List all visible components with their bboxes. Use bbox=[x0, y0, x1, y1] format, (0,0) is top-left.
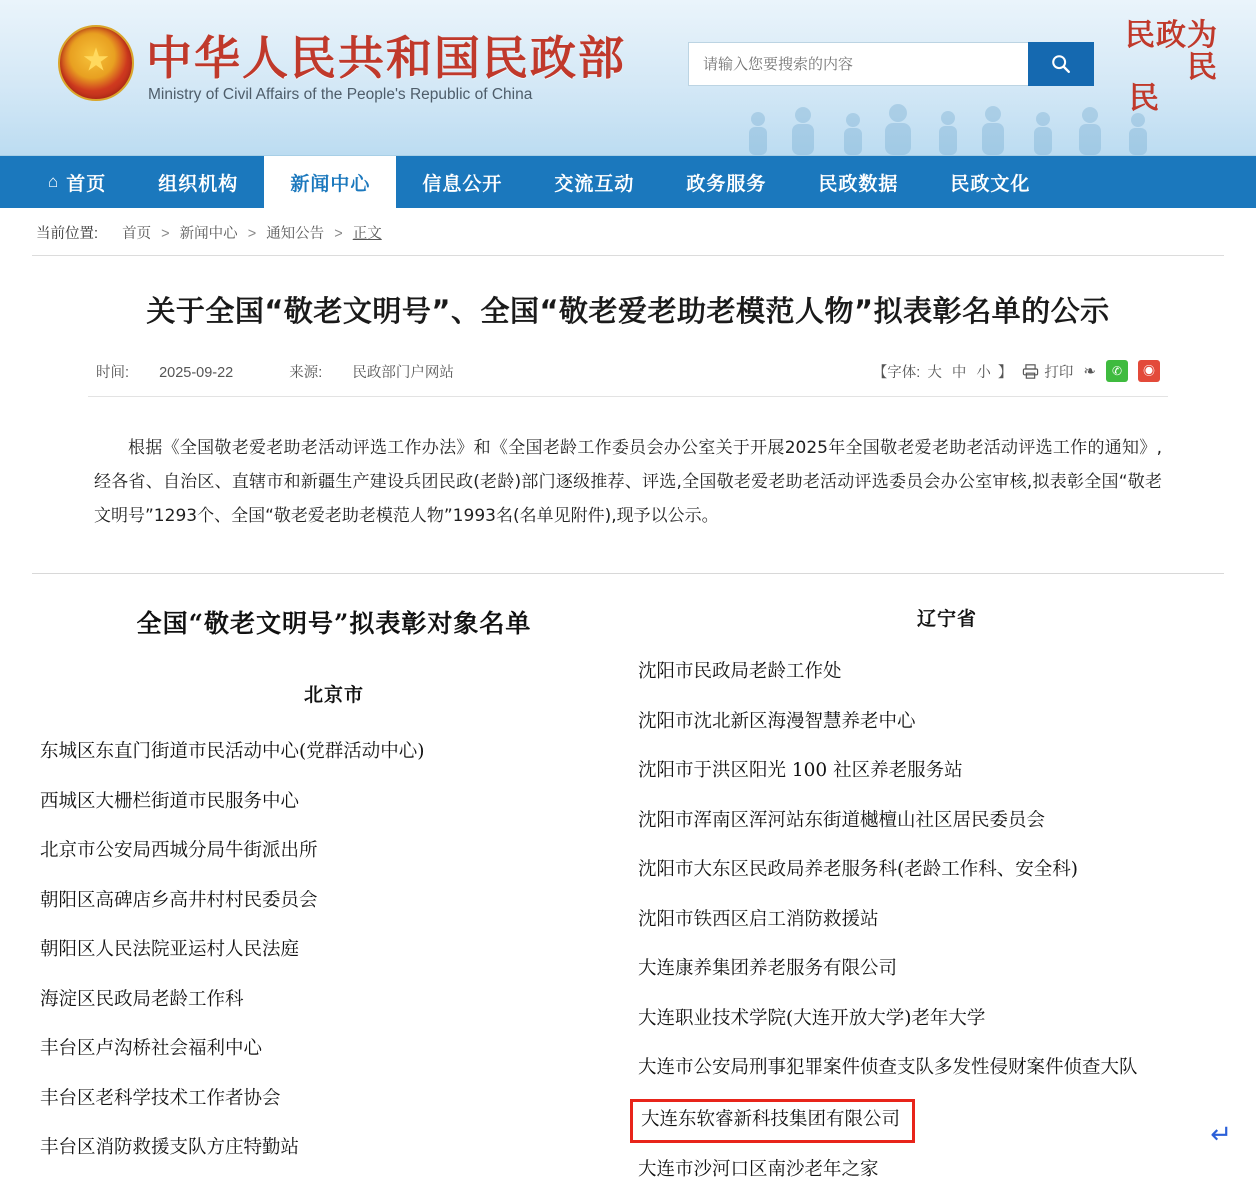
national-emblem-icon bbox=[58, 25, 134, 101]
article-paragraph: 根据《全国敬老爱老助老活动评选工作办法》和《全国老龄工作委员会办公室关于开展2025年全国敬老爱老助老活动评选工作的通知》,经各省、自治区、直辖市和新疆生产建设兵团民政(老龄)部门逐级推荐、评选,全国敬老爱老助老活动评选委员会办公室审核,拟表彰全国“敬老文明号”1293个、全国“敬老爱老助老模范人物”1993名(名单见附件),现予以公示。 bbox=[94, 438, 1162, 527]
article-meta bbox=[88, 360, 1168, 397]
list-item: 海淀区民政局老龄工作科 bbox=[40, 988, 244, 1010]
list-item: 大连康养集团养老服务有限公司 bbox=[638, 958, 898, 980]
publish-time-label: 时间: bbox=[96, 364, 130, 381]
breadcrumb-spacer bbox=[102, 226, 118, 242]
list-item: 沈阳市沈北新区海漫智慧养老中心 bbox=[638, 710, 916, 732]
list-item: 沈阳市于洪区阳光 100 社区养老服务站 bbox=[638, 760, 963, 782]
nav-item-interaction-label: 交流互动 bbox=[554, 173, 635, 195]
region-title-liaoning: 辽宁省 bbox=[916, 608, 977, 631]
search-icon bbox=[1050, 53, 1072, 75]
breadcrumb-separator: > bbox=[247, 226, 257, 242]
font-size-small[interactable]: 小 bbox=[976, 364, 991, 381]
print-button[interactable] bbox=[1022, 361, 1073, 382]
nav-item-civil-affairs-data[interactable] bbox=[792, 156, 924, 208]
list-item: 朝阳区人民法院亚运村人民法庭 bbox=[40, 939, 300, 961]
list-item: 大连市沙河口区南沙老年之家 bbox=[638, 1159, 879, 1181]
home-icon: ⌂ bbox=[48, 172, 60, 191]
slogan-line-1: 民政为民 bbox=[1125, 18, 1218, 85]
list-item: 东城区东直门街道市民活动中心(党群活动中心) bbox=[40, 741, 425, 763]
weibo-glyph: ◉ bbox=[1142, 364, 1156, 379]
list-item: 沈阳市铁西区启工消防救援站 bbox=[638, 908, 879, 930]
article bbox=[88, 256, 1168, 533]
list-item: 沈阳市大东区民政局养老服务科(老龄工作科、安全科) bbox=[638, 859, 1078, 881]
list-item: 西城区大栅栏街道市民服务中心 bbox=[40, 790, 300, 812]
publish-time bbox=[96, 365, 263, 381]
nav-item-government-services-label: 政务服务 bbox=[686, 173, 767, 195]
list-item: 朝阳区高碑店乡高井村村民委员会 bbox=[40, 889, 318, 911]
wechat-glyph: ✆ bbox=[1111, 364, 1123, 379]
breadcrumb-item-home[interactable]: 首页 bbox=[122, 226, 152, 242]
article-meta-left bbox=[96, 361, 506, 382]
font-size-medium[interactable]: 中 bbox=[951, 364, 967, 381]
nav-item-civil-affairs-data-label: 民政数据 bbox=[818, 173, 899, 195]
breadcrumb-item-current[interactable]: 正文 bbox=[352, 226, 382, 242]
article-divider bbox=[32, 573, 1224, 574]
nav-item-government-services[interactable] bbox=[660, 156, 792, 208]
award-list-title: 全国“敬老文明号”拟表彰对象名单 bbox=[136, 609, 532, 639]
font-size-label-end: 】 bbox=[997, 364, 1013, 381]
search-button[interactable] bbox=[1028, 42, 1094, 86]
ministry-name-en: Ministry of Civil Affairs of the People's Republic of China bbox=[148, 86, 533, 103]
breadcrumb-item-announcements[interactable]: 通知公告 bbox=[266, 226, 325, 242]
nav-item-organization-label: 组织机构 bbox=[158, 173, 239, 195]
article-source bbox=[289, 365, 480, 381]
nav-item-information-disclosure[interactable] bbox=[396, 156, 528, 208]
weibo-icon[interactable] bbox=[1138, 360, 1160, 382]
print-label: 打印 bbox=[1044, 364, 1074, 381]
font-size-large[interactable]: 大 bbox=[927, 364, 942, 381]
nav-item-interaction[interactable] bbox=[528, 156, 660, 208]
slogan-graphic bbox=[1098, 18, 1218, 116]
search-box[interactable] bbox=[688, 42, 1078, 86]
nav-item-home[interactable] bbox=[30, 156, 132, 208]
nav-item-news-center[interactable] bbox=[264, 156, 396, 208]
nav-item-organization[interactable] bbox=[132, 156, 264, 208]
breadcrumb-separator: > bbox=[161, 226, 170, 242]
wechat-icon[interactable] bbox=[1106, 360, 1128, 382]
list-item: 大连市公安局刑事犯罪案件侦查支队多发性侵财案件侦查大队 bbox=[638, 1057, 1138, 1079]
emblem-star-glyph: ★ bbox=[82, 45, 110, 76]
site-header bbox=[0, 0, 1256, 156]
article-source-value: 民政部门户网站 bbox=[352, 364, 454, 381]
nav-item-civil-affairs-culture[interactable] bbox=[924, 156, 1056, 208]
region-title-beijing: 北京市 bbox=[303, 684, 364, 707]
printer-icon bbox=[1022, 364, 1039, 379]
breadcrumb-separator: > bbox=[334, 226, 343, 242]
slogan-line-2: 民 bbox=[1129, 81, 1160, 116]
award-list bbox=[0, 604, 1256, 1201]
award-list-left-column bbox=[0, 604, 628, 1201]
nav-item-civil-affairs-culture-label: 民政文化 bbox=[950, 173, 1031, 195]
nav-item-home-label: 首页 bbox=[66, 173, 107, 195]
list-item: 丰台区消防救援支队方庄特勤站 bbox=[40, 1137, 300, 1159]
nav-item-news-center-label: 新闻中心 bbox=[290, 173, 371, 195]
main-navigation bbox=[0, 156, 1256, 208]
publish-time-value: 2025-09-22 bbox=[159, 364, 234, 381]
ministry-name-cn: 中华人民共和国民政部 bbox=[146, 31, 626, 85]
award-list-right-column bbox=[628, 604, 1256, 1201]
list-item: 沈阳市浑南区浑河站东街道樾檀山社区居民委员会 bbox=[638, 809, 1046, 831]
list-item: 沈阳市民政局老龄工作处 bbox=[638, 661, 842, 683]
article-source-label: 来源: bbox=[289, 364, 323, 381]
share-icon[interactable]: ❧ bbox=[1083, 363, 1096, 381]
nav-item-information-disclosure-label: 信息公开 bbox=[422, 173, 503, 195]
breadcrumb-item-news-center[interactable]: 新闻中心 bbox=[179, 226, 238, 242]
list-item-highlighted: 大连东软睿新科技集团有限公司 bbox=[630, 1099, 915, 1144]
font-size-label: 【字体: bbox=[872, 364, 921, 381]
page-title: 关于全国“敬老文明号”、全国“敬老爱老助老模范人物”拟表彰名单的公示 bbox=[146, 294, 1110, 328]
font-size-control bbox=[873, 361, 1013, 382]
breadcrumb-label: 当前位置: bbox=[36, 226, 99, 242]
list-item: 大连职业技术学院(大连开放大学)老年大学 bbox=[638, 1007, 986, 1029]
article-meta-right bbox=[873, 360, 1160, 382]
paragraph-mark-icon: ↵ bbox=[1210, 1119, 1232, 1149]
search-input[interactable] bbox=[689, 43, 1077, 85]
list-item: 北京市公安局西城分局牛街派出所 bbox=[40, 840, 318, 862]
list-item: 丰台区老科学技术工作者协会 bbox=[40, 1087, 281, 1109]
list-item: 丰台区卢沟桥社会福利中心 bbox=[40, 1038, 263, 1060]
breadcrumb bbox=[32, 208, 1224, 256]
